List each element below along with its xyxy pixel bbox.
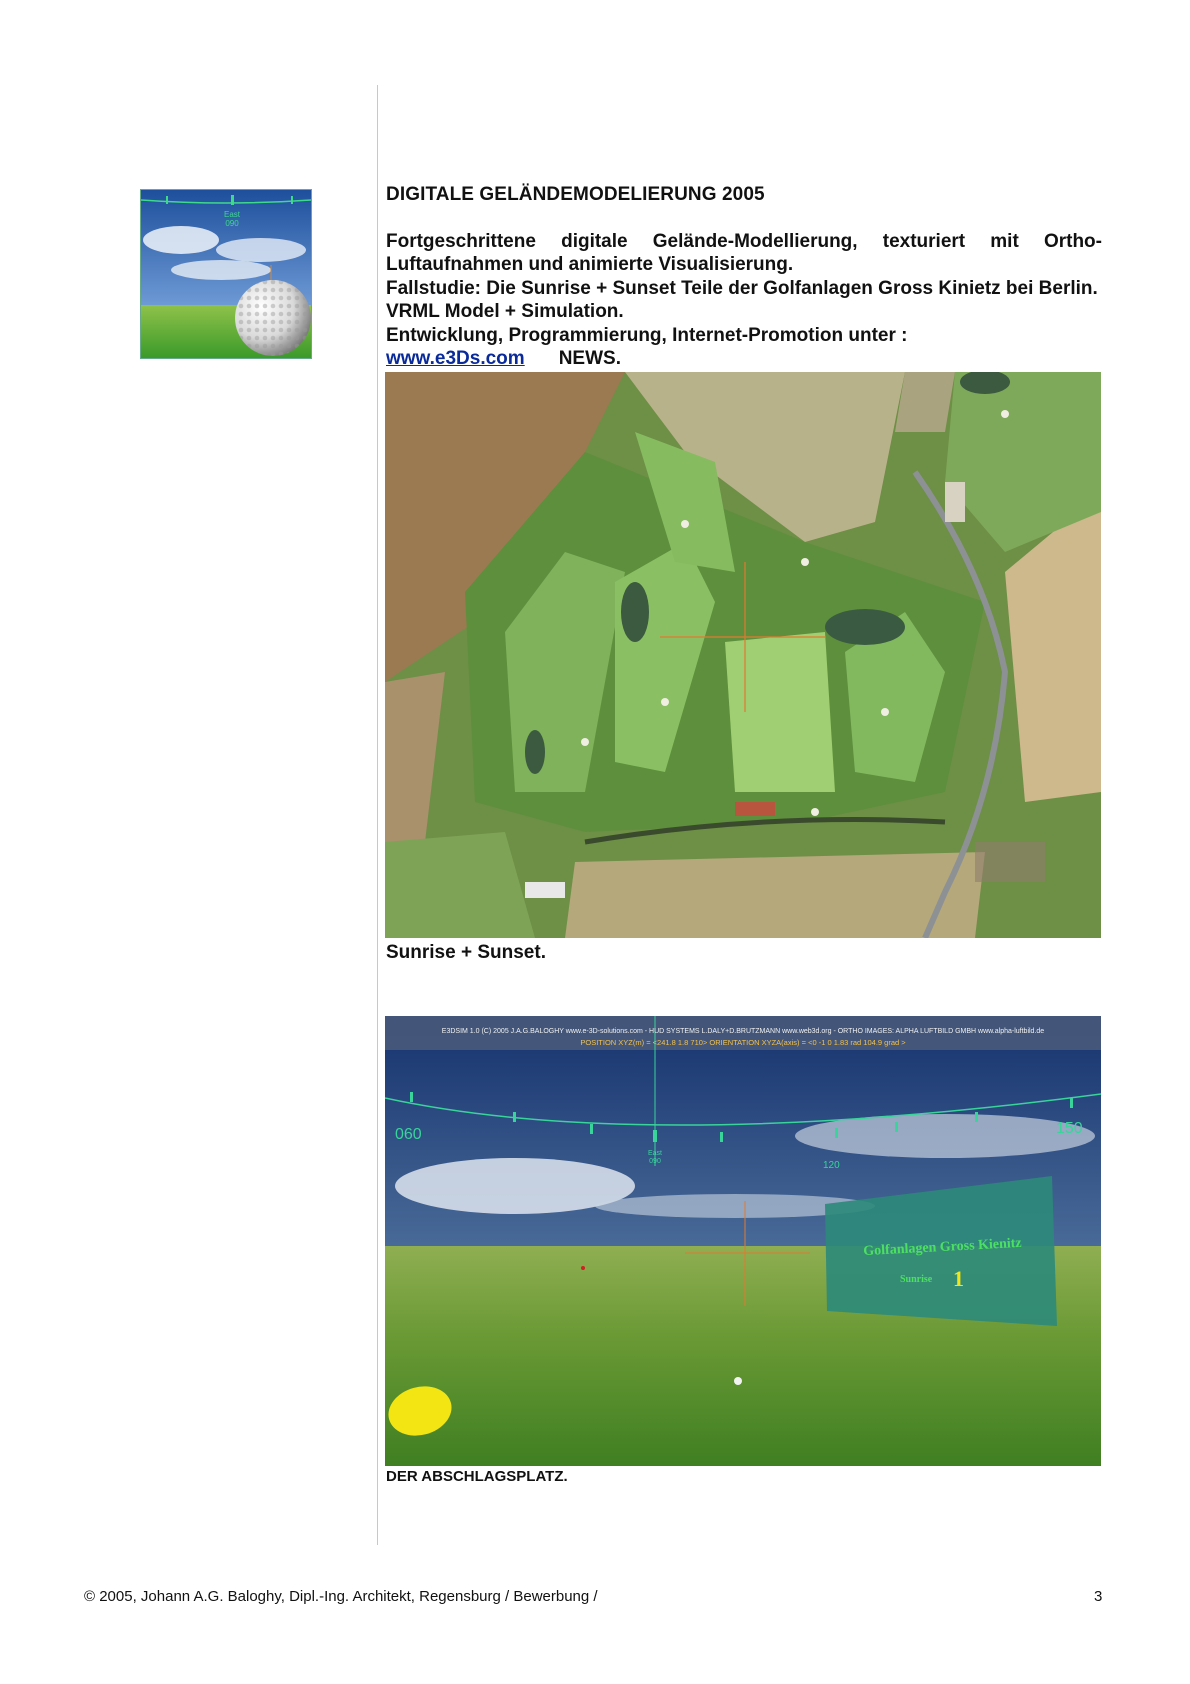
page-title: DIGITALE GELÄNDEMODELIERUNG 2005 xyxy=(386,184,765,205)
golf-ball-thumbnail xyxy=(140,189,312,359)
aerial-photo xyxy=(385,372,1101,938)
column-divider xyxy=(377,85,378,1545)
sim-header-position: POSITION XYZ(m) = <241.8 1.8 710> ORIENTATION XYZA(axis) = <0 -1 0 1.83 rad 104.9 grad > xyxy=(580,1038,906,1047)
aerial-caption: Sunrise + Sunset. xyxy=(386,942,546,963)
sim-compass-right: 150 xyxy=(1056,1120,1083,1137)
simulation-screenshot xyxy=(385,1016,1101,1466)
sim-sign-number: 1 xyxy=(953,1266,964,1291)
sim-compass-mid: 120 xyxy=(823,1160,840,1171)
news-label: NEWS. xyxy=(558,348,621,370)
thumb-compass-label: East xyxy=(223,210,241,219)
sim-header-credits: E3DSIM 1.0 (C) 2005 J.A.G.BALOGHY www.e-3D-solutions.com - HUD SYSTEMS L.DALY+D.BRUTZMANN www.web3d.org - ORTHO IMAGES: ALPHA LUFTBILD GMBH www.alpha-luftbild.de xyxy=(441,1028,1045,1035)
sim-compass-left: 060 xyxy=(395,1126,422,1143)
website-link[interactable]: www.e3Ds.com xyxy=(386,348,525,370)
page-number: 3 xyxy=(1094,1588,1103,1605)
sim-compass-center-heading: 090 xyxy=(649,1158,661,1165)
link-line xyxy=(386,347,1102,370)
paragraph-development: Entwicklung, Programmierung, Internet-Promotion unter : xyxy=(386,324,908,346)
sim-sign-title: Golfanlagen Gross Kienitz xyxy=(862,1235,1022,1260)
paragraph-intro: Fortgeschrittene digitale Gelände-Modellierung, texturiert mit Ortho-Luftaufnahmen und animierte Visualisierung. xyxy=(386,231,1102,276)
footer-copyright: © 2005, Johann A.G. Baloghy, Dipl.-Ing. Architekt, Regensburg / Bewerbung / xyxy=(84,1588,598,1605)
thumb-compass-heading: 090 xyxy=(225,219,239,228)
simulation-caption: DER ABSCHLAGSPLATZ. xyxy=(386,1468,568,1485)
description-block xyxy=(386,230,1102,370)
sim-compass-center-label: East xyxy=(647,1150,662,1157)
sim-sign-subtitle: Sunrise xyxy=(900,1274,933,1285)
paragraph-case-study: Fallstudie: Die Sunrise + Sunset Teile der Golfanlagen Gross Kinietz bei Berlin. VRML Model + Simulation. xyxy=(386,277,1098,323)
